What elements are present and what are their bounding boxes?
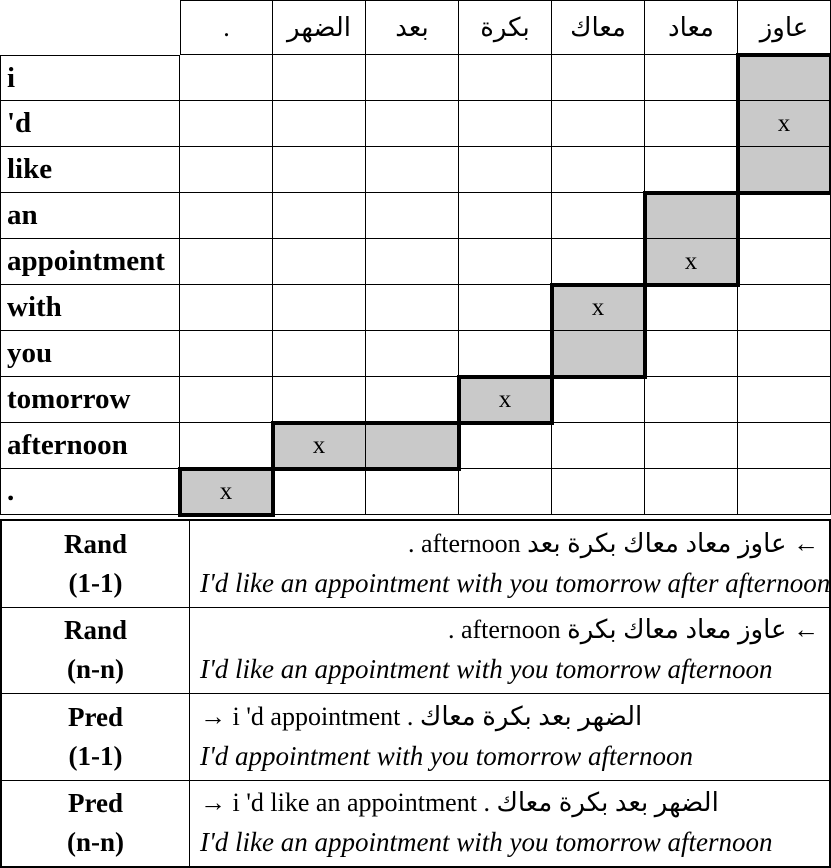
matrix-cell <box>552 55 645 101</box>
matrix-col-header: عاوز <box>738 0 831 55</box>
matrix-cell <box>552 193 645 239</box>
result-mode: (n-n) <box>66 827 124 858</box>
matrix-row-label: you <box>0 331 180 377</box>
matrix-cell <box>459 193 552 239</box>
matrix-cell <box>645 55 738 101</box>
source-token: بكرة <box>482 701 532 731</box>
matrix-cell <box>366 423 459 469</box>
source-token: الضهر <box>654 788 719 818</box>
matrix-cell <box>459 55 552 101</box>
result-row-label <box>2 521 190 607</box>
matrix-cell <box>366 377 459 423</box>
source-token: . <box>406 701 414 731</box>
source-token: بعد <box>614 788 649 818</box>
source-token: بكرة <box>558 788 609 818</box>
matrix-row-label: like <box>0 147 180 193</box>
matrix-cell <box>552 423 645 469</box>
source-token: afternoon <box>460 615 561 645</box>
matrix-cell <box>273 147 366 193</box>
matrix-cell <box>459 147 552 193</box>
matrix-cell <box>366 469 459 515</box>
matrix-cell <box>645 469 738 515</box>
result-system-name: Rand <box>63 528 128 559</box>
matrix-cell <box>180 239 273 285</box>
matrix-row-label: tomorrow <box>0 377 180 423</box>
source-token: بكرة <box>567 528 617 558</box>
source-token: بكرة <box>567 615 617 645</box>
source-token: i <box>232 701 240 731</box>
matrix-cell <box>738 239 831 285</box>
source-token: معاك <box>623 528 679 558</box>
source-token: معاك <box>496 788 553 818</box>
matrix-col-header: بعد <box>366 0 459 55</box>
matrix-cell <box>273 55 366 101</box>
result-content <box>190 608 829 694</box>
alignment-x-mark: x <box>552 285 645 331</box>
source-token: ← <box>793 615 819 645</box>
result-mode: (n-n) <box>66 654 124 685</box>
alignment-x-mark: x <box>459 377 552 423</box>
matrix-cell <box>459 469 552 515</box>
matrix-col-header: معاد <box>645 0 738 55</box>
matrix-cell <box>180 285 273 331</box>
source-token: appointment <box>346 788 477 818</box>
matrix-row-label: i <box>0 55 180 101</box>
matrix-cell <box>366 331 459 377</box>
matrix-cell <box>180 193 273 239</box>
source-token: → <box>200 701 226 731</box>
result-mode: (1-1) <box>68 567 123 598</box>
source-token: . <box>447 615 455 645</box>
matrix-cell <box>738 193 831 239</box>
matrix-cell <box>180 55 273 101</box>
source-token: → <box>200 788 226 818</box>
result-row-label <box>2 781 190 867</box>
matrix-col-header: . <box>180 0 273 55</box>
matrix-cell <box>738 423 831 469</box>
matrix-cell <box>273 285 366 331</box>
matrix-cell <box>645 285 738 331</box>
matrix-cell <box>552 239 645 285</box>
source-token: i <box>232 788 240 818</box>
result-source-line <box>200 529 819 559</box>
matrix-cell <box>645 101 738 147</box>
matrix-cell <box>459 331 552 377</box>
source-token: like <box>270 788 310 818</box>
matrix-cell <box>552 331 645 377</box>
result-system-name: Pred <box>68 701 123 732</box>
translation-results-table <box>0 519 831 868</box>
result-gloss-line: I'd like an appointment with you tomorrow afternoon <box>200 827 773 858</box>
matrix-cell <box>645 193 738 239</box>
matrix-cell <box>366 147 459 193</box>
source-token: an <box>315 788 341 818</box>
source-token: appointment <box>270 701 401 731</box>
matrix-cell <box>552 101 645 147</box>
result-gloss-line: I'd like an appointment with you tomorrow afternoon <box>200 654 773 685</box>
source-token: عاوز <box>737 528 787 558</box>
matrix-cell <box>273 193 366 239</box>
result-row <box>2 607 829 694</box>
source-token: . <box>483 788 490 818</box>
matrix-cell <box>366 101 459 147</box>
matrix-cell <box>180 147 273 193</box>
matrix-cell <box>366 285 459 331</box>
matrix-cell <box>459 239 552 285</box>
source-token: . <box>408 528 415 558</box>
alignment-x-mark: x <box>645 239 738 285</box>
matrix-row-label: appointment <box>0 239 180 285</box>
matrix-cell <box>459 101 552 147</box>
matrix-cell <box>366 193 459 239</box>
matrix-cell <box>645 147 738 193</box>
matrix-cell <box>552 147 645 193</box>
result-source-line <box>200 788 819 818</box>
matrix-cell <box>273 239 366 285</box>
source-token: عاوز <box>737 615 787 645</box>
result-row <box>2 693 829 780</box>
matrix-cell <box>273 469 366 515</box>
source-token: معاك <box>419 701 476 731</box>
result-system-name: Rand <box>63 615 128 646</box>
matrix-cell <box>180 423 273 469</box>
matrix-cell <box>738 147 831 193</box>
matrix-cell <box>552 377 645 423</box>
matrix-cell <box>273 331 366 377</box>
result-system-name: Pred <box>68 788 123 819</box>
matrix-cell <box>738 331 831 377</box>
matrix-cell <box>738 55 831 101</box>
alignment-x-mark: x <box>273 423 366 469</box>
matrix-row-label: . <box>0 469 180 515</box>
source-token: معاد <box>685 528 732 558</box>
source-token: بعد <box>538 701 572 731</box>
alignment-x-mark: x <box>738 101 831 147</box>
matrix-cell <box>180 331 273 377</box>
matrix-row-label: afternoon <box>0 423 180 469</box>
matrix-cell <box>645 331 738 377</box>
matrix-col-header: بكرة <box>459 0 552 55</box>
result-row <box>2 521 829 607</box>
result-mode: (1-1) <box>68 740 123 771</box>
result-content <box>190 694 829 780</box>
alignment-x-mark: x <box>180 469 273 515</box>
source-token: 'd <box>246 701 264 731</box>
matrix-cell <box>552 469 645 515</box>
matrix-cell <box>180 377 273 423</box>
result-content <box>190 521 829 607</box>
matrix-cell <box>645 423 738 469</box>
matrix-cell <box>738 377 831 423</box>
result-gloss-line: I'd appointment with you tomorrow afternoon <box>200 740 694 771</box>
source-token: afternoon <box>421 528 521 558</box>
result-source-line <box>200 702 819 732</box>
matrix-cell <box>738 285 831 331</box>
result-row-label <box>2 694 190 780</box>
matrix-row-label: 'd <box>0 101 180 147</box>
source-token: ← <box>793 528 819 558</box>
matrix-cell <box>459 285 552 331</box>
result-content <box>190 781 829 867</box>
source-token: الضهر <box>578 701 643 731</box>
matrix-col-header: الضهر <box>273 0 366 55</box>
matrix-cell <box>273 101 366 147</box>
matrix-cell <box>366 55 459 101</box>
matrix-col-header: معاك <box>552 0 645 55</box>
matrix-row-label: with <box>0 285 180 331</box>
source-token: بعد <box>527 528 561 558</box>
result-source-line <box>200 615 819 645</box>
matrix-cell <box>738 469 831 515</box>
matrix-cell <box>273 377 366 423</box>
matrix-cell <box>645 377 738 423</box>
source-token: 'd <box>246 788 264 818</box>
result-row-label <box>2 608 190 694</box>
source-token: معاك <box>623 615 679 645</box>
source-token: معاد <box>685 615 732 645</box>
matrix-cell <box>180 101 273 147</box>
matrix-row-label: an <box>0 193 180 239</box>
matrix-cell <box>366 239 459 285</box>
matrix-cell <box>459 423 552 469</box>
result-gloss-line: I'd like an appointment with you tomorrow after afternoon <box>200 567 831 598</box>
result-row <box>2 780 829 867</box>
